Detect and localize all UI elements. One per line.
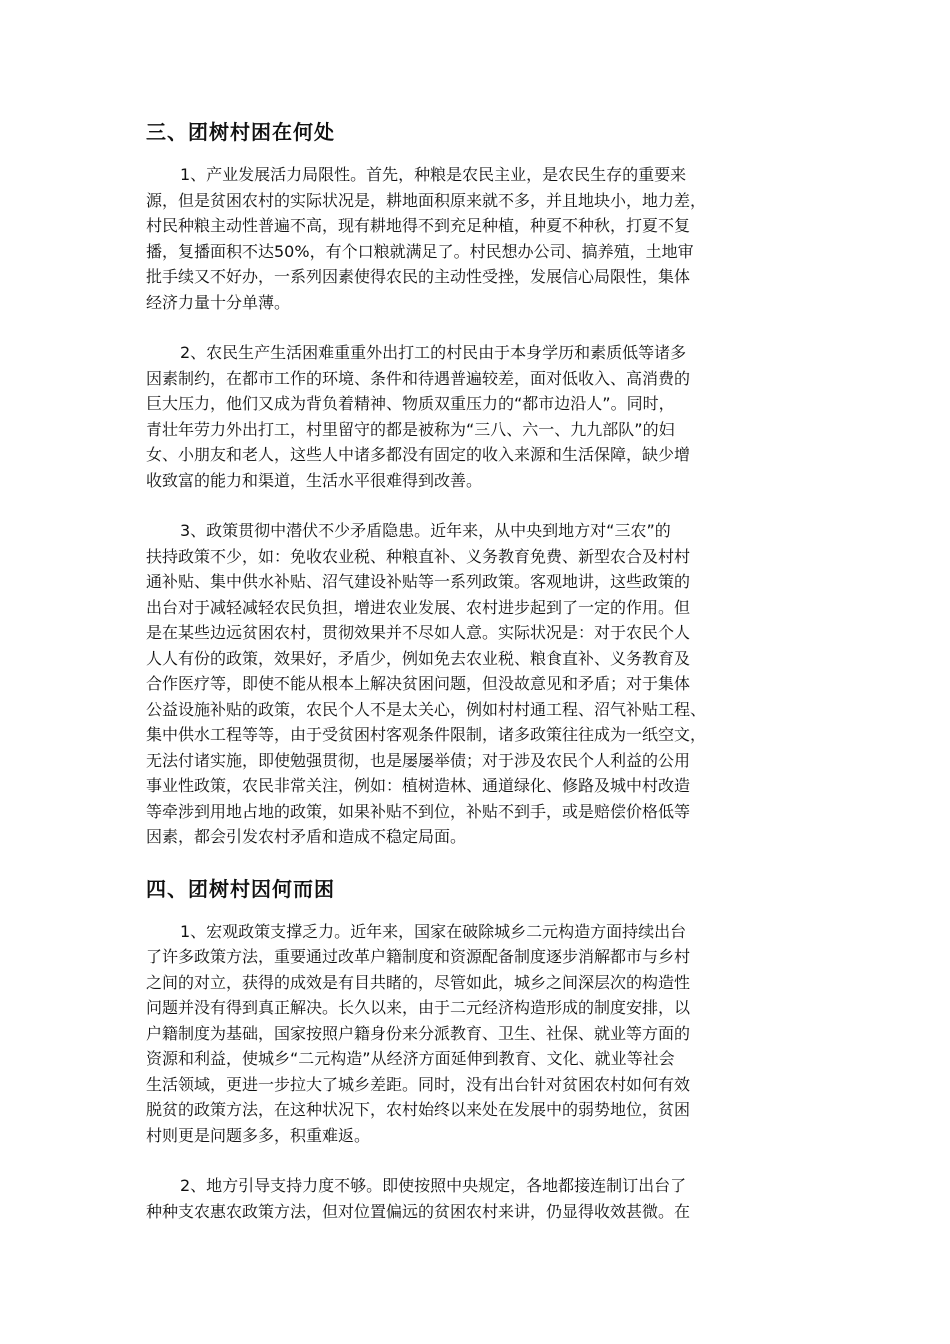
text-line: 种种支农惠农政策方法，但对位置偏远的贫困农村来讲，仍显得收效甚微。在	[146, 1201, 691, 1221]
text-line: 资源和利益，使城乡“二元构造”从经济方面延伸到教育、文化、就业等社会	[146, 1049, 675, 1068]
paragraph	[146, 919, 806, 1149]
section-heading: 三、团树村困在何处	[146, 120, 335, 144]
text-line: 1、宏观政策支撑乏力。近年来，国家在破除城乡二元构造方面持续出台	[180, 921, 687, 941]
text-line: 收致富的能力和渠道，生活水平很难得到改善。	[146, 470, 483, 490]
text-line: 脱贫的政策方法，在这种状况下，农村始终以来处在发展中的弱势地位，贫困	[146, 1100, 691, 1119]
text-line: 巨大压力，他们又成为背负着精神、物质双重压力的“都市边沿人”。同时，	[146, 394, 675, 413]
section-heading: 四、团树村因何而困	[146, 876, 335, 901]
text-line: 出台对于减轻减轻农民负担，增进农业发展、农村进步起到了一定的作用。但	[146, 597, 691, 617]
text-line: 村民种粮主动性普遍不高，现有耕地得不到充足种植，种夏不种秋，打夏不复	[146, 216, 691, 235]
paragraph	[146, 162, 806, 315]
text-line: 扶持政策不少，如：免收农业税、种粮直补、义务教育免费、新型农合及村村	[146, 546, 691, 566]
text-line: 女、小朋友和老人，这些人中诸多都没有固定的收入来源和生活保障，缺少增	[146, 445, 691, 464]
section-three	[146, 118, 806, 850]
text-line: 了许多政策方法，重要通过改革户籍制度和资源配备制度逐步消解都市与乡村	[146, 947, 691, 966]
text-line: 等牵涉到用地占地的政策，如果补贴不到位，补贴不到手，或是赔偿价格低等	[146, 801, 691, 821]
text-line: 合作医疗等，即使不能从根本上解决贫困问题，但没故意见和矛盾；对于集体	[146, 674, 691, 693]
text-line: 通补贴、集中供水补贴、沼气建设补贴等一系列政策。客观地讲，这些政策的	[146, 572, 691, 591]
text-line: 无法付诸实施，即使勉强贯彻，也是屡屡举债；对于涉及农民个人利益的公用	[146, 750, 691, 770]
paragraph	[146, 518, 806, 850]
text-line: 村则更是问题多多，积重难返。	[146, 1125, 371, 1145]
document-page	[146, 118, 806, 1249]
text-line: 公益设施补贴的政策，农民个人不是太关心，例如村村通工程、沼气补贴工程、	[146, 699, 707, 719]
text-line: 集中供水工程等等，由于受贫困村客观条件限制，诸多政策往往成为一纸空文，	[146, 725, 707, 744]
text-line: 批手续又不好办，一系列因素使得农民的主动性受挫，发展信心局限性，集体	[146, 267, 691, 286]
text-line: 户籍制度为基础，国家按照户籍身份来分派教育、卫生、社保、就业等方面的	[146, 1023, 691, 1043]
text-line: 经济力量十分单薄。	[146, 292, 291, 312]
text-line: 生活领域，更进一步拉大了城乡差距。同时，没有出台针对贫困农村如何有效	[146, 1074, 691, 1094]
text-line: 2、地方引导支持力度不够。即使按照中央规定，各地都接连制订出台了	[180, 1176, 687, 1195]
text-line: 2、农民生产生活困难重重外出打工的村民由于本身学历和素质低等诸多	[180, 343, 687, 362]
text-line: 问题并没有得到真正解决。长久以来，由于二元经济构造形成的制度安排，以	[146, 998, 691, 1017]
text-line: 人人有份的政策，效果好，矛盾少，例如免去农业税、粮食直补、义务教育及	[146, 648, 691, 668]
paragraph	[146, 340, 806, 493]
text-line: 青壮年劳力外出打工，村里留守的都是被称为“三八、六一、九九部队”的妇	[146, 419, 675, 439]
text-line: 源，但是贫困农村的实际状况是，耕地面积原来就不多，并且地块小，地力差，	[146, 190, 707, 210]
text-line: 3、政策贯彻中潜伏不少矛盾隐患。近年来，从中央到地方对“三农”的	[180, 521, 671, 540]
text-line: 之间的对立，获得的成效是有目共睹的，尽管如此，城乡之间深层次的构造性	[146, 972, 691, 992]
text-line: 播，复播面积不达50%，有个口粮就满足了。村民想办公司、搞养殖，土地审	[146, 241, 694, 261]
paragraph	[146, 1173, 806, 1224]
text-line: 因素，都会引发农村矛盾和造成不稳定局面。	[146, 827, 467, 846]
section-four	[146, 875, 806, 1225]
text-line: 因素制约，在都市工作的环境、条件和待遇普遍较差，面对低收入、高消费的	[146, 368, 691, 388]
text-line: 事业性政策，农民非常关注，例如：植树造林、通道绿化、修路及城中村改造	[146, 776, 691, 795]
text-line: 是在某些边远贫困农村，贯彻效果并不尽如人意。实际状况是：对于农民个人	[146, 623, 691, 642]
text-line: 1、产业发展活力局限性。首先，种粮是农民主业，是农民生存的重要来	[180, 165, 687, 184]
